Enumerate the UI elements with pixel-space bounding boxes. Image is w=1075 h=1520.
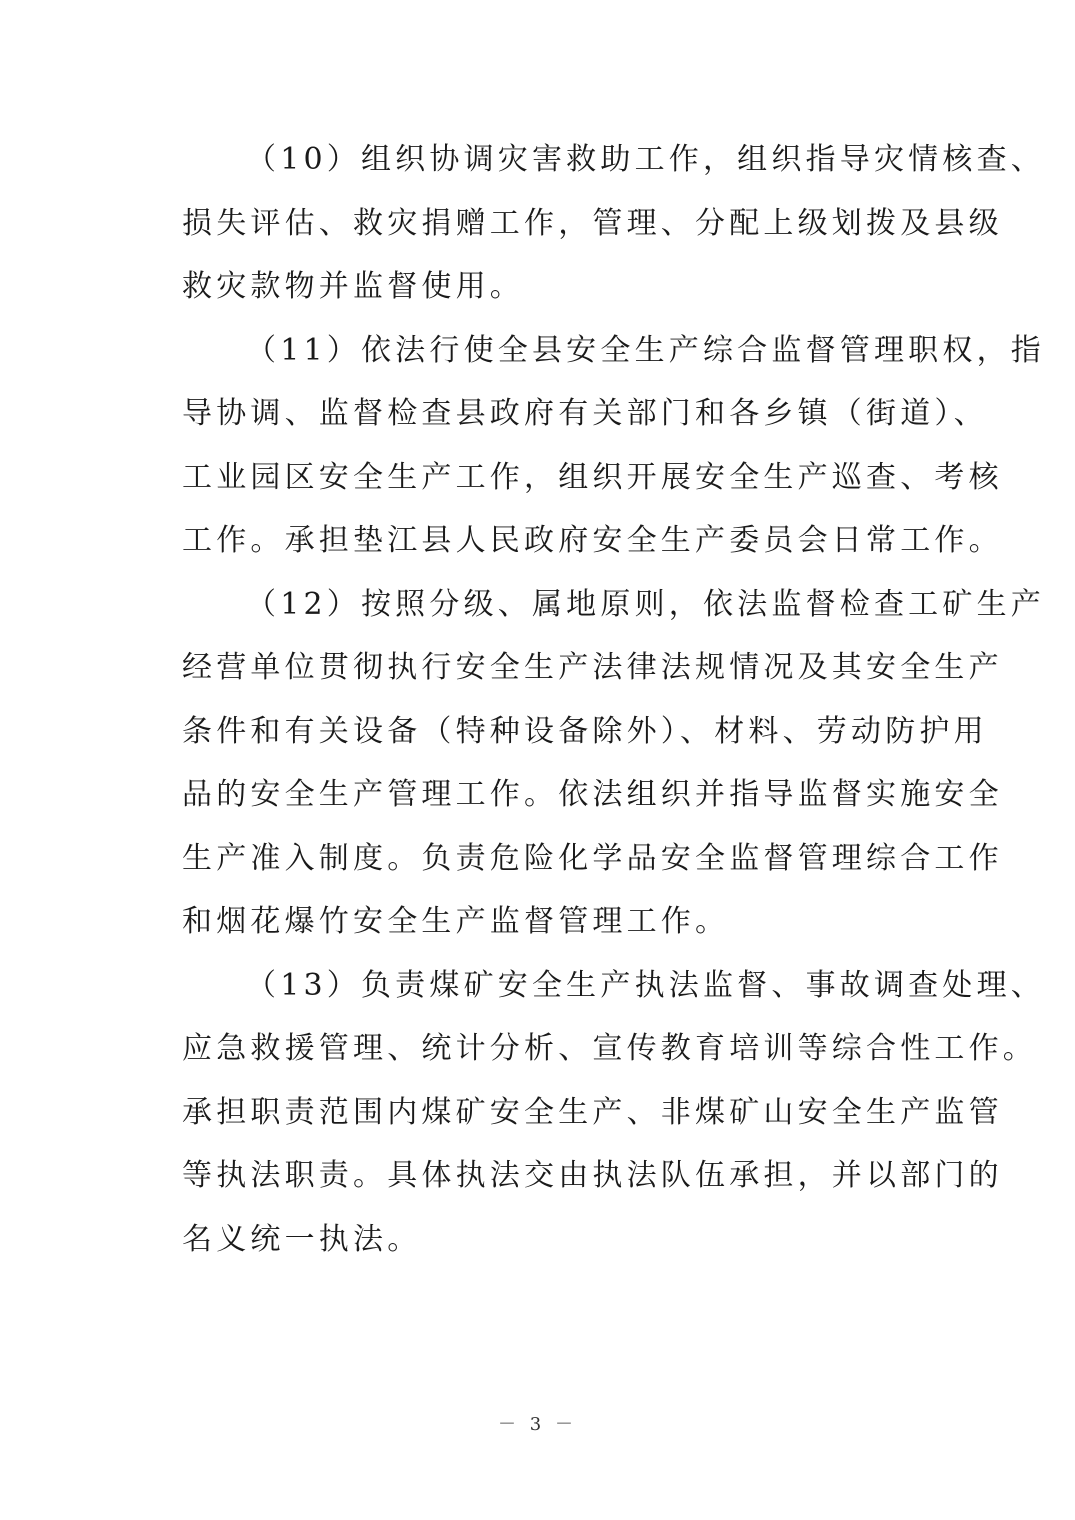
text-line: 等执法职责。具体执法交由执法队伍承担，并以部门的 (182, 1158, 1003, 1193)
document-body (182, 128, 1045, 1271)
text-line: （13）负责煤矿安全生产执法监督、事故调查处理、 (246, 967, 1045, 1003)
text-line: 救灾款物并监督使用。 (182, 269, 524, 304)
text-line: 名义统一执法。 (182, 1221, 422, 1257)
text-line: （10）组织协调灾害救助工作，组织指导灾情核查、 (246, 142, 1045, 177)
text-line: 经营单位贯彻执行安全生产法律法规情况及其安全生产 (182, 650, 1003, 685)
page-number: － 3 － (498, 1414, 577, 1435)
paragraph-10 (182, 128, 1045, 319)
text-line: 和烟花爆竹安全生产监督管理工作。 (182, 904, 730, 939)
text-line: 应急救援管理、统计分析、宣传教育培训等综合性工作。 (182, 1031, 1037, 1066)
text-line: 承担职责范围内煤矿安全生产、非煤矿山安全生产监管 (182, 1094, 1003, 1130)
text-line: （12）按照分级、属地原则，依法监督检查工矿生产 (246, 586, 1045, 622)
text-line: 条件和有关设备（特种设备除外）、材料、劳动防护用 (182, 713, 988, 749)
text-line: 生产准入制度。负责危险化学品安全监督管理综合工作 (182, 840, 1003, 876)
text-line: 工作。承担垫江县人民政府安全生产委员会日常工作。 (182, 523, 1003, 558)
paragraph-11 (182, 319, 1045, 573)
text-line: 导协调、监督检查县政府有关部门和各乡镇（街道）、 (182, 396, 988, 431)
text-line: 品的安全生产管理工作。依法组织并指导监督实施安全 (182, 777, 1003, 812)
text-line: （11）依法行使全县安全生产综合监督管理职权，指 (246, 332, 1045, 368)
text-line: 损失评估、救灾捐赠工作，管理、分配上级划拨及县级 (182, 205, 1003, 241)
paragraph-12 (182, 573, 1045, 954)
text-line: 工业园区安全生产工作，组织开展安全生产巡查、考核 (182, 459, 1003, 495)
paragraph-13 (182, 954, 1045, 1272)
